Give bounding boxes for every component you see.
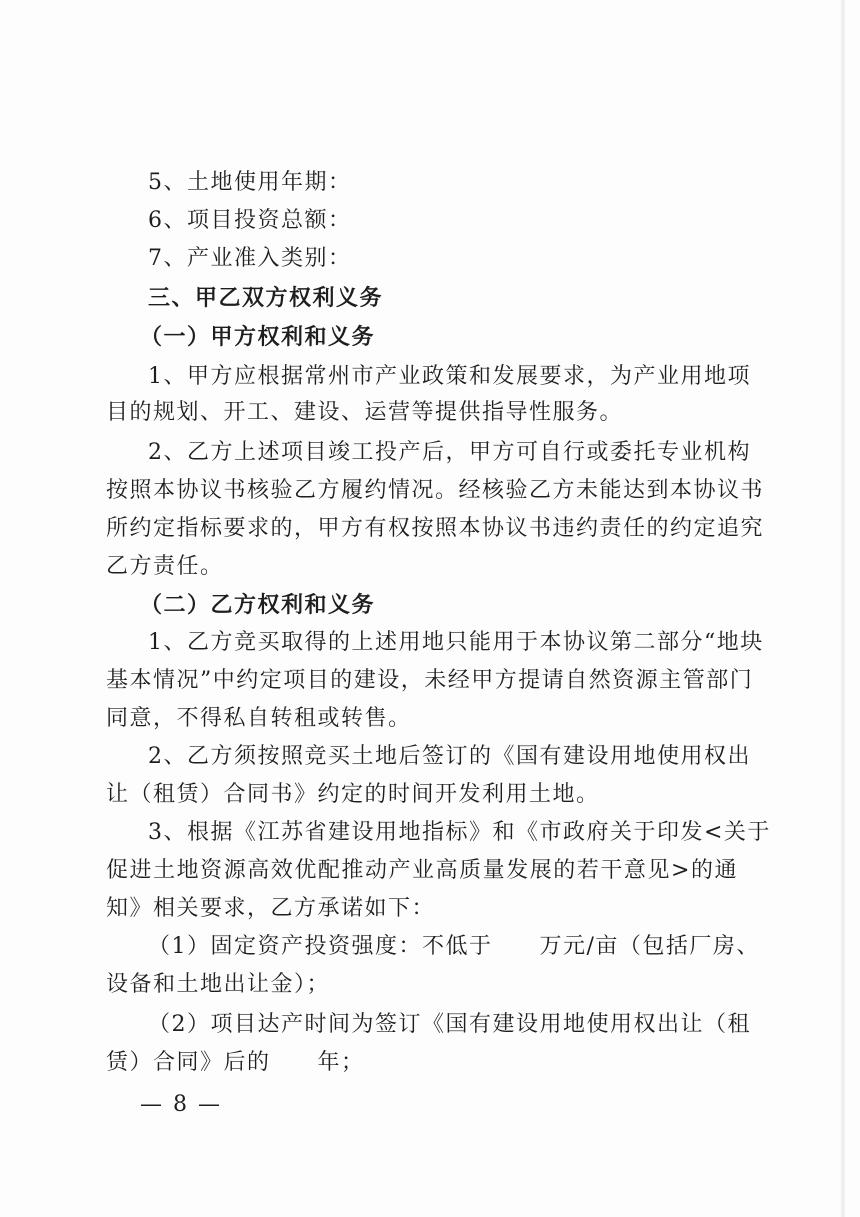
paragraph-line: 乙方责任。 <box>106 554 224 579</box>
paragraph-line: 所约定指标要求的，甲方有权按照本协议书违约责任的约定追究 <box>106 516 765 541</box>
commitment-1: （1）固定资产投资强度：不低于 万元/亩（包括厂房、 <box>148 934 760 959</box>
commitment-1-cont: 设备和土地出让金）； <box>106 972 331 997</box>
item-5: 5、土地使用年期： <box>148 170 352 195</box>
paragraph-line: 2、乙方须按照竞买土地后签订的《国有建设用地使用权出 <box>148 744 751 769</box>
commitment-2: （2）项目达产时间为签订《国有建设用地使用权出让（租 <box>148 1012 751 1037</box>
subsection-1-heading: （一）甲方权利和义务 <box>140 324 376 350</box>
paragraph-line: 目的规划、开工、建设、运营等提供指导性服务。 <box>106 400 624 425</box>
paragraph-line: 同意，不得私自转租或转售。 <box>106 706 412 731</box>
subsection-2-heading: （二）乙方权利和义务 <box>140 592 376 618</box>
paragraph-line: 按照本协议书核验乙方履约情况。经核验乙方未能达到本协议书 <box>106 478 765 503</box>
paragraph-line: 基本情况”中约定项目的建设，未经甲方提请自然资源主管部门 <box>106 668 754 693</box>
commitment-2-cont: 赁）合同》后的 年； <box>106 1050 365 1075</box>
scan-edge <box>840 0 846 1217</box>
paragraph-line: 1、乙方竞买取得的上述用地只能用于本协议第二部分“地块 <box>148 630 764 655</box>
paragraph-line: 让（租赁）合同书》约定的时间开发利用土地。 <box>106 782 600 807</box>
item-7: 7、产业准入类别： <box>148 246 352 271</box>
paragraph-line: 3、根据《江苏省建设用地指标》和《市政府关于印发<关于 <box>148 820 771 845</box>
paragraph-line: 1、甲方应根据常州市产业政策和发展要求，为产业用地项 <box>148 364 751 389</box>
paragraph-line: 2、乙方上述项目竣工投产后，甲方可自行或委托专业机构 <box>148 440 751 465</box>
paragraph-line: 知》相关要求，乙方承诺如下： <box>106 896 436 921</box>
page-number: — 8 — <box>140 1092 222 1117</box>
item-6: 6、项目投资总额： <box>148 208 352 233</box>
paragraph-line: 促进土地资源高效优配推动产业高质量发展的若干意见>的通 <box>106 858 738 883</box>
section-3-heading: 三、甲乙双方权利义务 <box>148 286 384 311</box>
